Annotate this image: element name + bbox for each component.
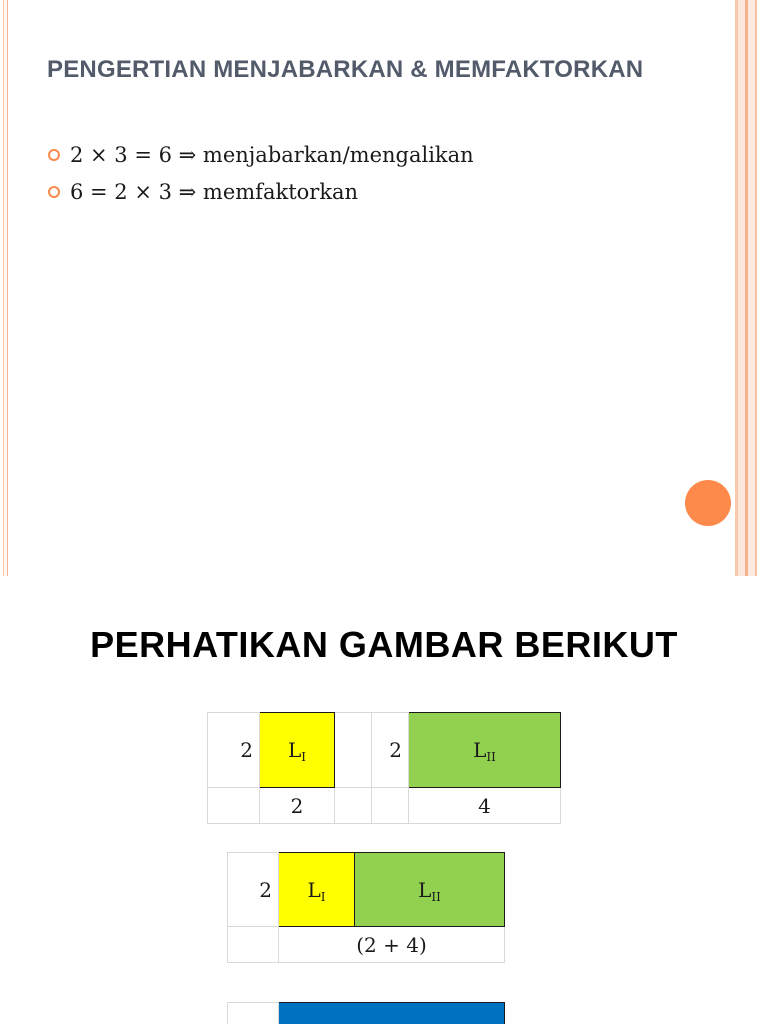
slide-2 <box>0 580 768 1024</box>
figure-2-width: (2 + 4) <box>279 927 505 963</box>
right-decorative-border <box>733 0 768 576</box>
rectangle-blue <box>279 1003 505 1024</box>
bullet-ring-icon <box>48 149 60 161</box>
empty-cell <box>228 1003 279 1024</box>
figure-1-left-width: 2 <box>260 788 335 824</box>
label-l: L <box>418 877 432 902</box>
bullet-list <box>48 140 474 214</box>
bullet-item <box>48 140 474 177</box>
bullet-text: 6 = 2 × 3 ⇒ memfaktorkan <box>70 180 359 204</box>
rectangle-l1-yellow <box>279 853 355 927</box>
spacer-cell <box>335 713 372 788</box>
label-l: L <box>473 738 487 762</box>
figure-1-right-width: 4 <box>409 788 561 824</box>
empty-cell <box>372 788 409 824</box>
figure-1-grid <box>207 712 561 824</box>
label-sub: II <box>486 750 496 764</box>
bullet-text: 2 × 3 = 6 ⇒ menjabarkan/mengalikan <box>70 143 474 167</box>
bullet-ring-icon <box>48 186 60 198</box>
figure-3-grid <box>227 1002 505 1024</box>
empty-cell <box>228 927 279 963</box>
label-sub: I <box>301 750 307 764</box>
label-l: L <box>307 877 321 902</box>
slide-2-title: PERHATIKAN GAMBAR BERIKUT <box>90 624 678 665</box>
rectangle-l2-green <box>355 853 505 927</box>
empty-cell <box>335 788 372 824</box>
figure-2-height: 2 <box>228 853 279 927</box>
slide-1-title: PENGERTIAN MENJABARKAN & MEMFAKTORKAN <box>47 56 644 83</box>
label-l: L <box>287 738 302 762</box>
figure-2-grid <box>227 852 505 963</box>
left-decorative-border <box>0 0 12 576</box>
orange-circle-decoration <box>685 480 731 526</box>
bullet-item <box>48 177 474 214</box>
label-sub: II <box>431 889 441 904</box>
figure-1-left-height: 2 <box>208 713 260 788</box>
label-sub: I <box>320 889 326 904</box>
rectangle-l1-yellow <box>260 713 335 788</box>
empty-cell <box>208 788 260 824</box>
rectangle-l2-green <box>409 713 561 788</box>
figure-1-right-height: 2 <box>372 713 409 788</box>
